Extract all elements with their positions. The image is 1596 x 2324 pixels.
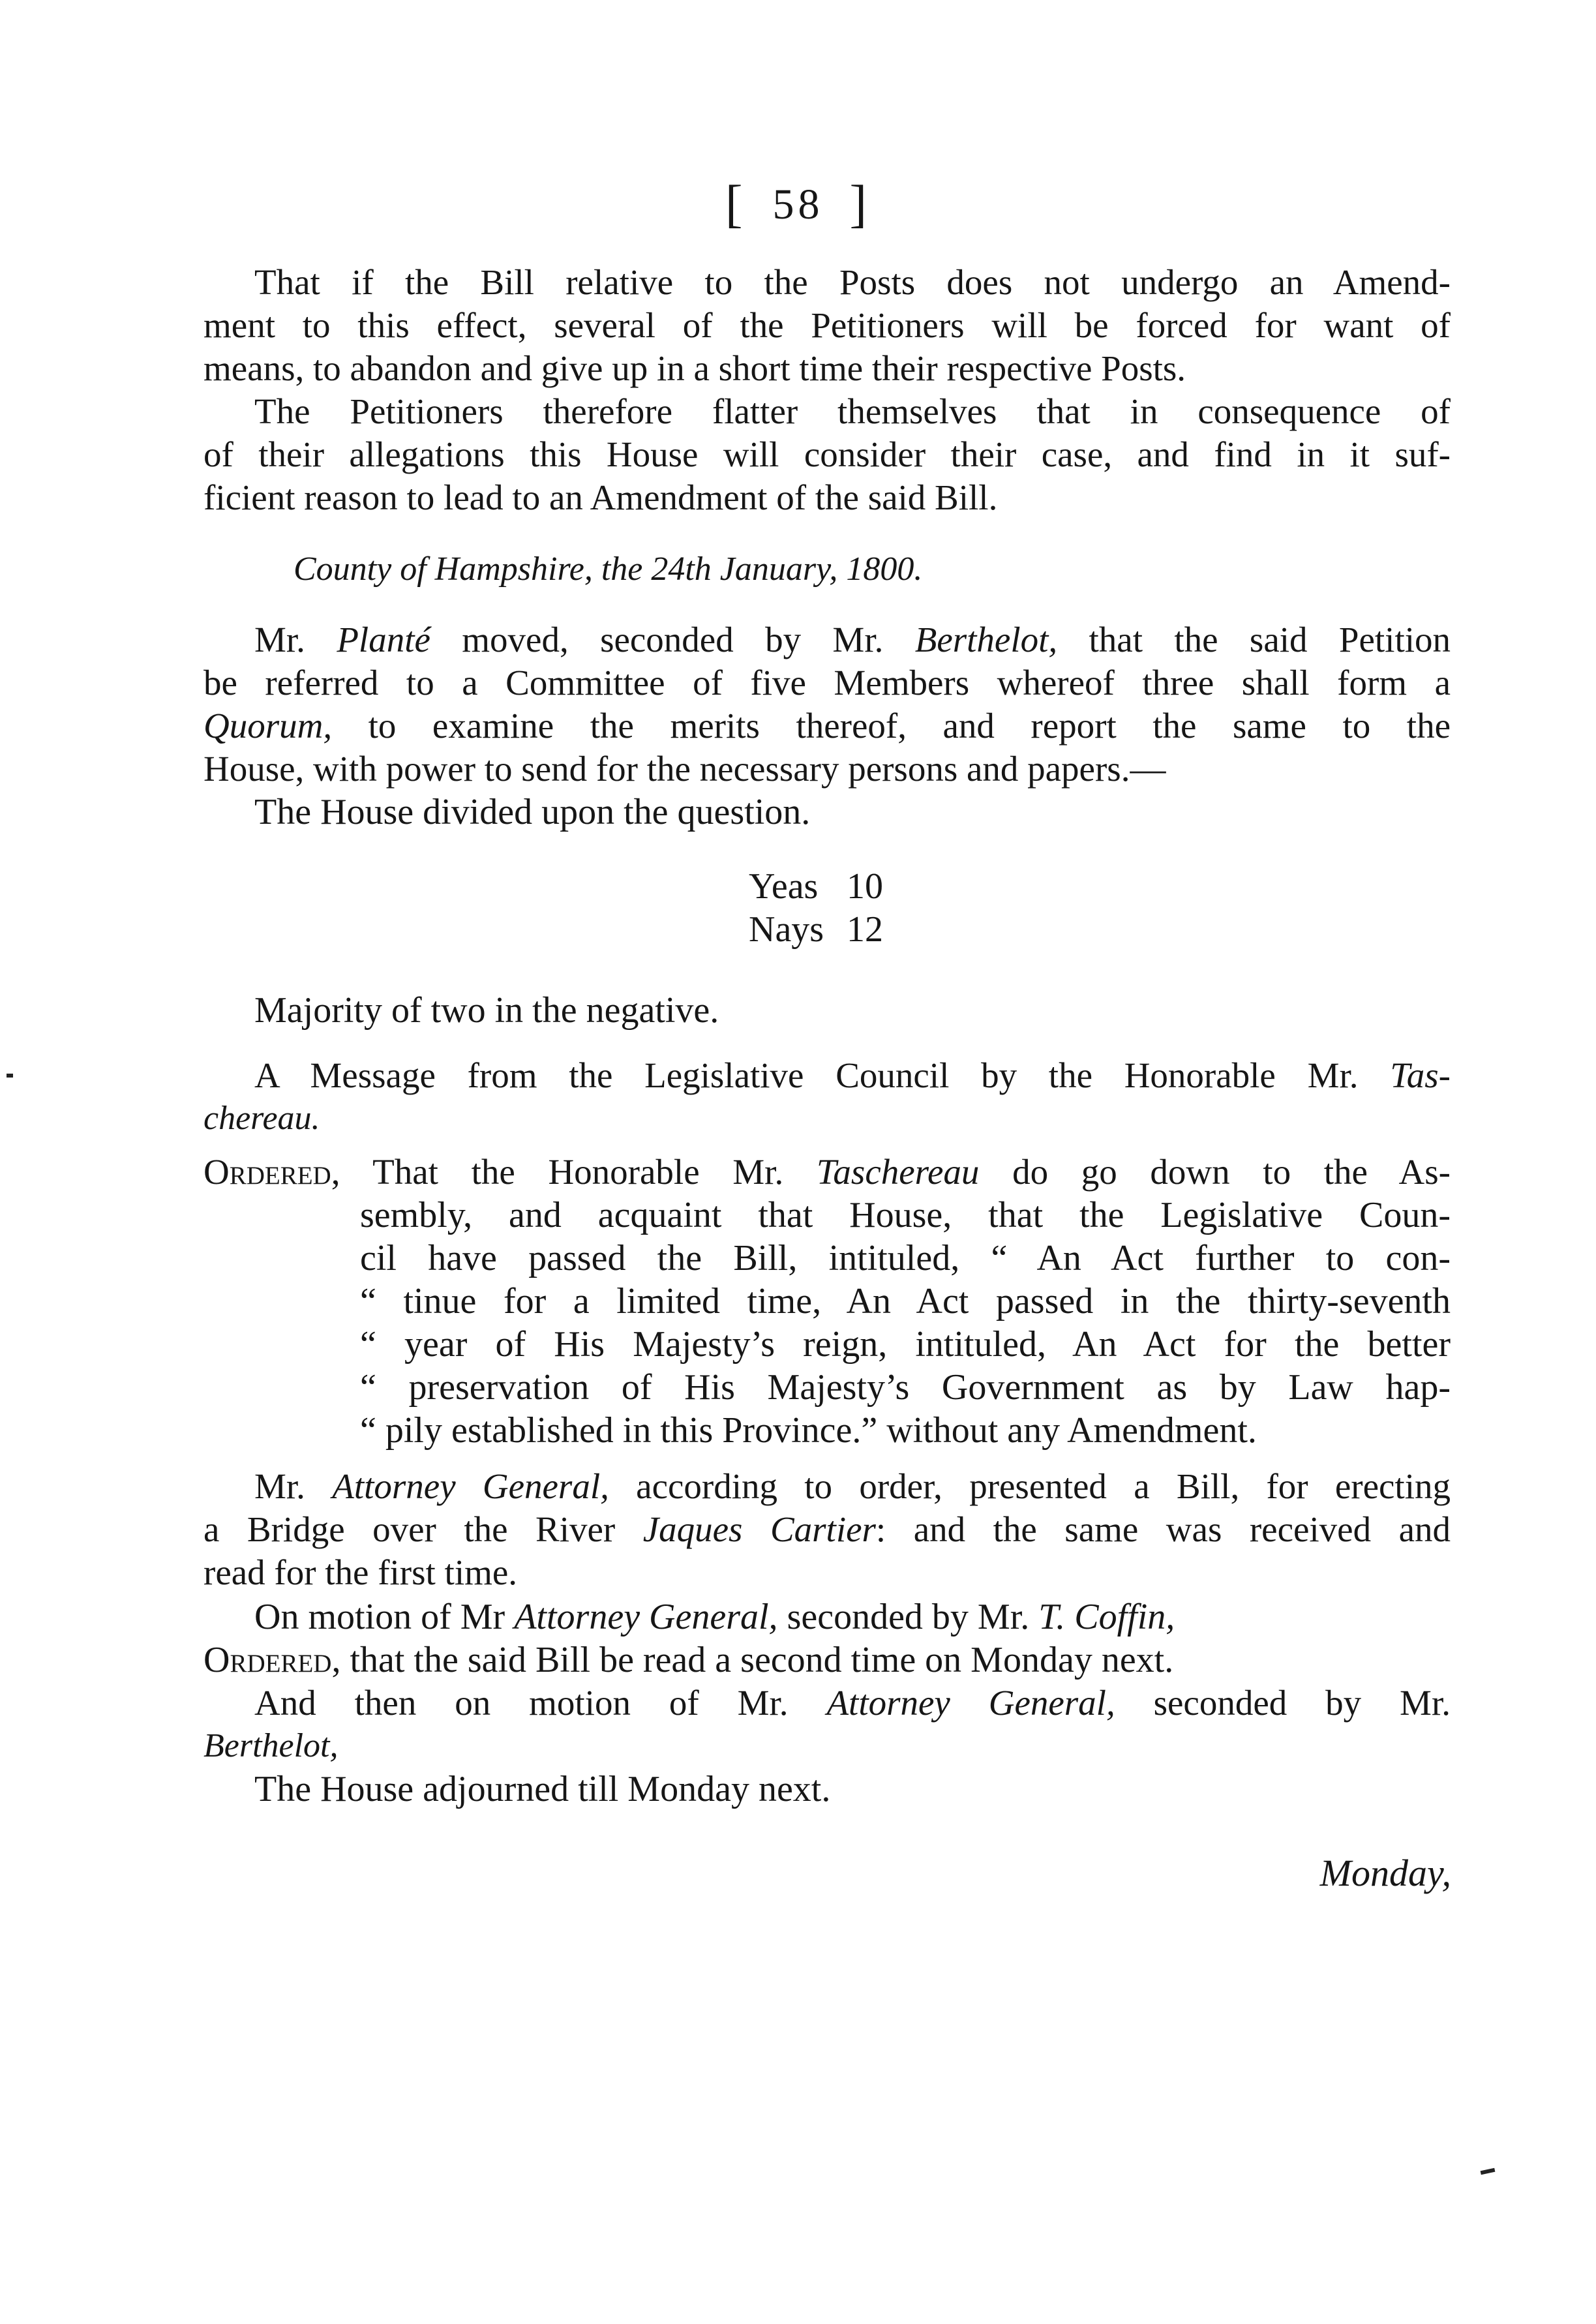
- text-run: : and the same was received and: [875, 1509, 1451, 1549]
- text-run: to examine the merits thereof, and report the same to the: [332, 706, 1451, 746]
- nays-row: [749, 908, 883, 951]
- ordered-label: Ordered,: [203, 1152, 340, 1192]
- text-line: “ year of His Majesty’s reign, intituled, An Act for the better: [360, 1324, 1451, 1365]
- text-line: sembly, and acquaint that House, that the Legislative Coun-: [360, 1195, 1451, 1235]
- text-line: [203, 1508, 1451, 1551]
- text-line: [203, 1151, 1451, 1194]
- text-run: On motion of Mr: [254, 1597, 515, 1637]
- yeas-count: 10: [847, 866, 883, 907]
- paragraph-petitioners: [254, 390, 1451, 433]
- text-run: Mr.: [254, 620, 337, 659]
- quorum-term: Quorum,: [203, 706, 333, 746]
- second-reading-order: [203, 1638, 1173, 1682]
- text-line: means, to abandon and give up in a short time their respective Posts.: [203, 348, 1186, 388]
- dateline: County of Hampshire, the 24th January, 1800.: [294, 551, 923, 588]
- text-run: And then on motion of Mr.: [254, 1683, 827, 1723]
- attorney-general-term: Attorney General,: [514, 1597, 778, 1637]
- attorney-paragraph-cont: [203, 1508, 1451, 1594]
- text-run: do go down to the As-: [979, 1152, 1451, 1192]
- stray-mark: [1481, 2168, 1496, 2175]
- member-name-coffin: T. Coffin,: [1038, 1597, 1175, 1637]
- ordered-label: Ordered,: [203, 1640, 341, 1680]
- text-run: according to order, presented a Bill, for erecting: [609, 1466, 1451, 1506]
- text-line: [254, 618, 1451, 661]
- open-bracket: [: [725, 175, 747, 233]
- close-bracket: ]: [849, 175, 871, 233]
- paragraph-posts-cont: [203, 304, 1451, 390]
- text-line: House, with power to send for the necessary persons and papers.—: [203, 749, 1166, 789]
- motion-paragraph-cont: [203, 661, 1451, 791]
- page-number-header: [0, 175, 1596, 234]
- paragraph-posts: [254, 261, 1451, 304]
- message-paragraph: [254, 1054, 1451, 1097]
- paragraph-petitioners-cont: [203, 433, 1451, 519]
- catchword: Monday,: [1319, 1852, 1451, 1894]
- river-name: Jaques Cartier: [642, 1509, 876, 1549]
- page-number: 58: [772, 181, 824, 228]
- attorney-general-term: Attorney General,: [332, 1466, 609, 1506]
- ordered-hanging-text: [360, 1194, 1451, 1452]
- motion-paragraph: [254, 618, 1451, 661]
- nays-label: Nays: [749, 909, 824, 950]
- text-line: be referred to a Committee of five Members whereof three shall form a: [203, 663, 1451, 702]
- text-line: [254, 1465, 1451, 1508]
- text-line: [203, 704, 1451, 747]
- text-line: of their allegations this House will consider their case, and find in it suf-: [203, 434, 1451, 474]
- text-run: that the said Bill be read a second time on Monday next.: [340, 1640, 1174, 1680]
- text-line: [254, 1054, 1451, 1097]
- message-continuation: chereau.: [203, 1100, 320, 1137]
- stray-mark: [7, 1074, 13, 1078]
- majority-line: Majority of two in the negative.: [254, 990, 719, 1031]
- text-run: That the Honorable Mr.: [340, 1152, 817, 1192]
- member-name-taschereau: Tas-: [1390, 1055, 1451, 1095]
- text-run: a Bridge over the River: [203, 1509, 643, 1549]
- text-run: that the said Petition: [1057, 620, 1451, 659]
- text-run: seconded by Mr.: [777, 1597, 1039, 1637]
- text-run: seconded by Mr.: [1115, 1683, 1451, 1723]
- yeas-row: [749, 865, 883, 908]
- text-line: The Petitioners therefore flatter themselves that in consequence of: [254, 391, 1451, 431]
- adjourn-paragraph: [254, 1682, 1451, 1725]
- member-name-berthelot: Berthelot,: [914, 620, 1058, 659]
- text-line: read for the first time.: [203, 1552, 518, 1592]
- yeas-label: Yeas: [749, 866, 819, 907]
- text-line: “ preservation of His Majesty’s Government as by Law hap-: [360, 1367, 1451, 1408]
- vote-tally: [749, 865, 883, 951]
- nays-count: 12: [847, 909, 883, 950]
- text-line: cil have passed the Bill, intituled, “ An Act further to con-: [360, 1238, 1451, 1278]
- text-run: Mr.: [254, 1466, 333, 1506]
- text-line: ficient reason to lead to an Amendment of the said Bill.: [203, 477, 998, 517]
- attorney-paragraph: [254, 1465, 1451, 1508]
- text-line: “ pily established in this Province.” without any Amendment.: [360, 1410, 1257, 1451]
- text-run: moved, seconded by Mr.: [430, 620, 915, 659]
- adjourn-line: The House adjourned till Monday next.: [254, 1769, 831, 1809]
- second-reading-motion: [254, 1595, 1175, 1638]
- text-line: That if the Bill relative to the Posts does not undergo an Amend-: [254, 262, 1451, 302]
- ordered-paragraph: [203, 1151, 1451, 1194]
- member-name-plante: Planté: [337, 620, 430, 659]
- text-line: [254, 1682, 1451, 1725]
- member-name-taschereau: Taschereau: [816, 1152, 980, 1192]
- division-line: The House divided upon the question.: [254, 792, 811, 832]
- member-name-berthelot: Berthelot,: [203, 1727, 339, 1764]
- text-line: ment to this effect, several of the Petitioners will be forced for want of: [203, 305, 1451, 345]
- attorney-general-term: Attorney General,: [826, 1683, 1115, 1723]
- text-line: “ tinue for a limited time, An Act passed in the thirty-seventh: [360, 1281, 1451, 1321]
- text-run: A Message from the Legislative Council by the Honorable Mr.: [254, 1055, 1391, 1095]
